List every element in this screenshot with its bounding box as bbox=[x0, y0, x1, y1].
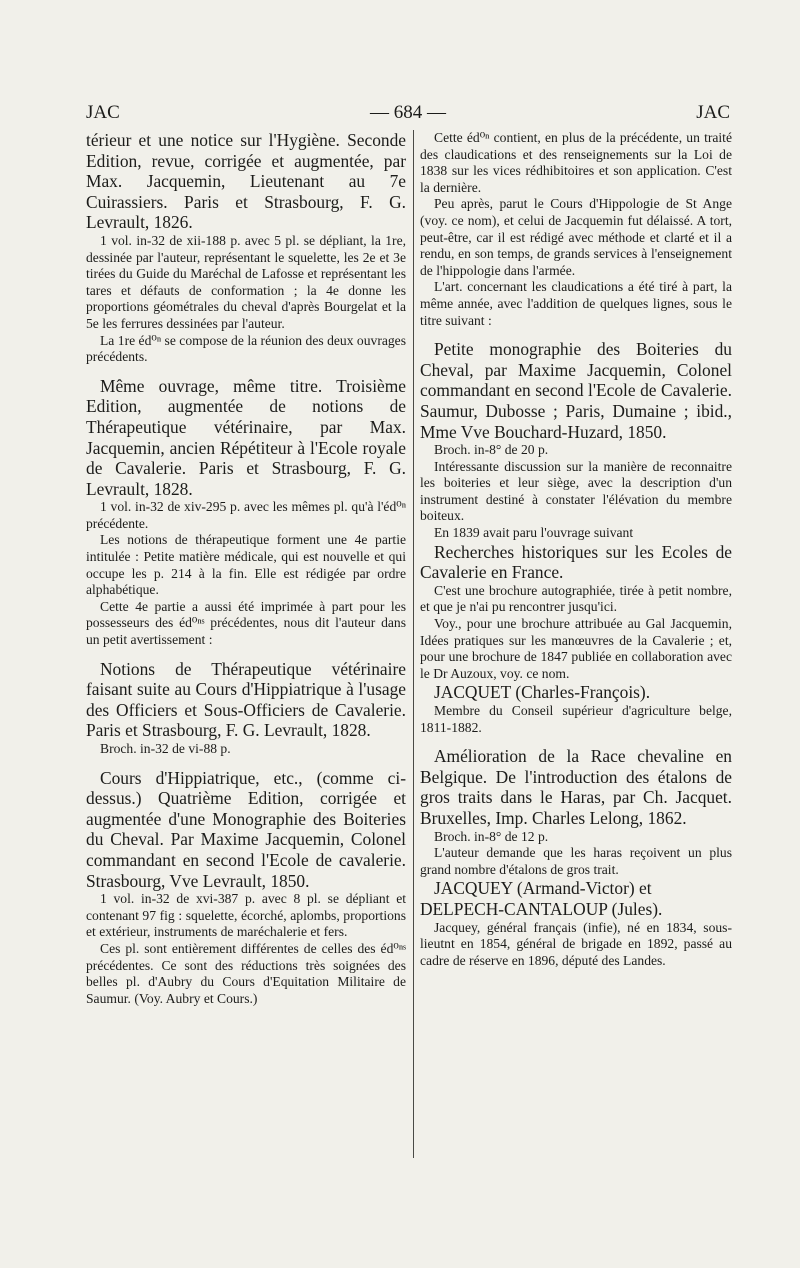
header-left-keyword: JAC bbox=[86, 102, 120, 123]
entry-note: C'est une brochure autographiée, tirée à petit nombre, et que je n'ai pu rencontrer jusqu'ici. bbox=[420, 582, 732, 615]
entry-note: Peu après, parut le Cours d'Hippologie de St Ange (voy. ce nom), et celui de Jacquemin fut délaissé. A tort, peut-être, car il est rédigé avec méthode et clarté et il a rendu, en son temps, de grands services à l'enseignement de l'hippologie dans l'armée. bbox=[420, 196, 732, 278]
entry-note: Voy., pour une brochure attribuée au Gal Jacquemin, Idées pratiques sur les manœuvres de la Cavalerie ; et, pour une brochure de 1847 publiée en collaboration avec le Dr Auzoux, voy. ce nom. bbox=[420, 616, 732, 681]
entry-note: Cette 4e partie a aussi été imprimée à part pour les possesseurs des éd⁰ⁿˢ précédentes, nous dit l'auteur dans un petit avertissement : bbox=[86, 598, 406, 648]
author-heading: JACQUET (Charles-François). bbox=[434, 682, 651, 703]
running-header bbox=[86, 102, 730, 132]
left-column bbox=[86, 130, 406, 1007]
column-divider bbox=[413, 130, 414, 1158]
header-right-keyword: JAC bbox=[696, 102, 730, 123]
entry-note: Cette éd⁰ⁿ contient, en plus de la précédente, un traité des claudications et des renseignements sur la Loi de 1838 sur les vices rédhibitoires et son application. C'est la dernière. bbox=[420, 130, 732, 195]
entry-description: 1 vol. in-32 de xiv-295 p. avec les mêmes pl. qu'à l'éd⁰ⁿ précédente. bbox=[86, 499, 406, 531]
page-number: — 684 — bbox=[370, 102, 446, 123]
entry-note: L'auteur demande que les haras reçoivent un plus grand nombre d'étalons de gros trait. bbox=[420, 845, 732, 877]
entry-description: 1 vol. in-32 de xvi-387 p. avec 8 pl. se dépliant et contenant 97 fig : squelette, écorché, aplombs, proportions et extérieur, instruments de maréchalerie et fers. bbox=[86, 891, 406, 940]
entry-title: Recherches historiques sur les Ecoles de Cavalerie en France. bbox=[420, 541, 732, 583]
author-biography: Membre du Conseil supérieur d'agriculture belge, 1811-1882. bbox=[420, 703, 732, 735]
right-column bbox=[420, 130, 732, 969]
entry-title: Même ouvrage, même titre. Troisième Edition, augmentée de notions de Thérapeutique vétérinaire, par Max. Jacquemin, ancien Répétiteur à l'Ecole royale de Cavalerie. Paris et Strasbourg, F. G. Levrault, 1828. bbox=[86, 375, 406, 499]
entry-description: 1 vol. in-32 de xii-188 p. avec 5 pl. se dépliant, la 1re, dessinée par l'auteur, représentant le squelette, les 2e et 3e tirées du Guide du Maréchal de Lafosse et représentant les tares et défauts de conformation ; la 4e donne les proportions géométrales du cheval d'après Bourgelat et la 5e les ferrures dessinées par l'auteur. bbox=[86, 232, 406, 331]
entry-note: Ces pl. sont entièrement différentes de celles des éd⁰ⁿˢ précédentes. Ce sont des réductions très soignées des belles pl. d'Aubry du Cours d'Equitation Militaire de Saumur. (Voy. Aubry et Cours.) bbox=[86, 940, 406, 1006]
entry-title: Cours d'Hippiatrique, etc., (comme ci-dessus.) Quatrième Edition, corrigée et augmentée d'une Monographie des Boiteries du Cheval. Par Maxime Jacquemin, Colonel commandant en second l'Ecole de cavalerie. Strasbourg, Vve Levrault, 1850. bbox=[86, 767, 406, 891]
entry-description: Broch. in-8° de 12 p. bbox=[434, 828, 549, 844]
entry-note: La 1re éd⁰ⁿ se compose de la réunion des deux ouvrages précédents. bbox=[86, 332, 406, 365]
entry-note: En 1839 avait paru l'ouvrage suivant bbox=[434, 525, 634, 541]
entry-title: Petite monographie des Boiteries du Cheval, par Maxime Jacquemin, Colonel commandant en second l'Ecole de Cavalerie. Saumur, Dubosse ; Paris, Dumaine ; ibid., Mme Vve Bouchard-Huzard, 1850. bbox=[420, 339, 732, 442]
entry-description: Broch. in-32 de vi-88 p. bbox=[100, 741, 231, 756]
entry-title: Notions de Thérapeutique vétérinaire faisant suite au Cours d'Hippiatrique à l'usage des Officiers et Sous-Officiers de Cavalerie. Paris et Strasbourg, F. G. Levrault, 1828. bbox=[86, 658, 406, 741]
entry-note: Intéressante discussion sur la manière de reconnaitre les boiteries et leur siège, avec la description d'un instrument destiné à constater l'élévation du membre boiteux. bbox=[420, 458, 732, 524]
author-biography: Jacquey, général français (infie), né en 1834, sous-lieutnt en 1854, général de brigade en 1892, passé au cadre de réserve en 1896, député des Landes. bbox=[420, 919, 732, 968]
entry-note: L'art. concernant les claudications a été tiré à part, la même année, avec l'addition de quelques lignes, sous le titre suivant : bbox=[420, 279, 732, 328]
author-heading: JACQUEY (Armand-Victor) et DELPECH-CANTALOUP (Jules). bbox=[420, 878, 663, 919]
entry-title: Amélioration de la Race chevaline en Belgique. De l'introduction des étalons de gros traits dans le Haras, par Ch. Jacquet. Bruxelles, Imp. Charles Lelong, 1862. bbox=[420, 746, 732, 828]
entry-title-continued: térieur et une notice sur l'Hygiène. Seconde Edition, revue, corrigée et augmentée, par Max. Jacquemin, Lieutenant au 7e Cuirassiers. Paris et Strasbourg, F. G. Levrault, 1826. bbox=[86, 130, 406, 233]
entry-description: Broch. in-8° de 20 p. bbox=[434, 442, 549, 458]
entry-note: Les notions de thérapeutique forment une 4e partie intitulée : Petite matière médicale, qui est nouvelle et qui occupe les p. 214 à la fin. Elle est rédigée par ordre alphabétique. bbox=[86, 532, 406, 598]
